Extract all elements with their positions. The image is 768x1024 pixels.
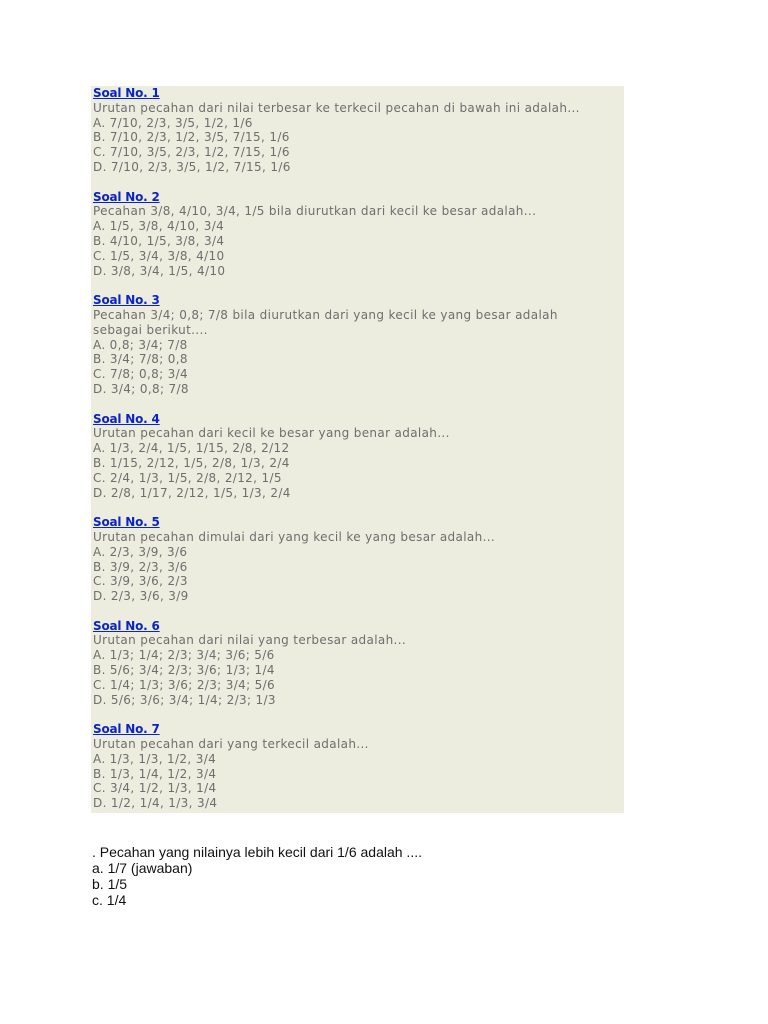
extra-question-text: . Pecahan yang nilainya lebih kecil dari 1/6 adalah .... (92, 844, 422, 860)
option-b: B. 3/9, 2/3, 3/6 (93, 559, 188, 574)
option-d: D. 2/3, 3/6, 3/9 (93, 589, 189, 604)
option-a: A. 2/3, 3/9, 3/6 (93, 544, 188, 559)
option-d: D. 1/2, 1/4, 1/3, 3/4 (93, 796, 218, 811)
option-b: B. 3/4; 7/8; 0,8 (93, 352, 188, 367)
option-c: C. 1/5, 3/4, 3/8, 4/10 (93, 248, 225, 263)
option-a: A. 7/10, 2/3, 3/5, 1/2, 1/6 (93, 115, 253, 130)
question-text: Urutan pecahan dimulai dari yang kecil ke yang besar adalah... (93, 529, 496, 544)
extra-question (92, 844, 592, 908)
option-c: C. 7/8; 0,8; 3/4 (93, 367, 189, 382)
option-b: B. 7/10, 2/3, 1/2, 3/5, 7/15, 1/6 (93, 130, 290, 145)
question-title-link[interactable]: Soal No. 3 (93, 293, 160, 308)
question-6 (93, 619, 624, 708)
option-c: C. 3/4, 1/2, 1/3, 1/4 (93, 781, 217, 796)
option-d: D. 7/10, 2/3, 3/5, 1/2, 7/15, 1/6 (93, 159, 291, 174)
question-text: Urutan pecahan dari yang terkecil adalah... (93, 737, 369, 752)
option-a: A. 0,8; 3/4; 7/8 (93, 337, 188, 352)
option-a: A. 1/3, 1/3, 1/2, 3/4 (93, 751, 217, 766)
question-title-link[interactable]: Soal No. 7 (93, 722, 160, 737)
option-b: B. 5/6; 3/4; 2/3; 3/6; 1/3; 1/4 (93, 663, 275, 678)
extra-option-b: b. 1/5 (92, 876, 128, 892)
option-d: D. 3/8, 3/4, 1/5, 4/10 (93, 263, 226, 278)
question-title-link[interactable]: Soal No. 5 (93, 515, 160, 530)
option-a: A. 1/5, 3/8, 4/10, 3/4 (93, 219, 225, 234)
spacer (93, 707, 624, 722)
option-d: D. 3/4; 0,8; 7/8 (93, 381, 189, 396)
quiz-panel (91, 86, 624, 813)
question-text: Urutan pecahan dari nilai terbesar ke terkecil pecahan di bawah ini adalah... (93, 100, 580, 115)
question-title-link[interactable]: Soal No. 1 (93, 86, 160, 100)
spacer (93, 500, 624, 515)
question-text: Pecahan 3/8, 4/10, 3/4, 1/5 bila diurutkan dari kecil ke besar adalah... (93, 204, 537, 219)
option-c: C. 1/4; 1/3; 3/6; 2/3; 3/4; 5/6 (93, 677, 276, 692)
spacer (93, 278, 624, 293)
question-2 (93, 190, 624, 279)
option-b: B. 4/10, 1/5, 3/8, 3/4 (93, 233, 225, 248)
spacer (93, 175, 624, 190)
question-text: Urutan pecahan dari nilai yang terbesar adalah... (93, 633, 407, 648)
option-a: A. 1/3, 2/4, 1/5, 1/15, 2/8, 2/12 (93, 441, 290, 456)
spacer (93, 397, 624, 412)
spacer (93, 604, 624, 619)
question-title-link[interactable]: Soal No. 6 (93, 618, 160, 633)
option-a: A. 1/3; 1/4; 2/3; 3/4; 3/6; 5/6 (93, 648, 275, 663)
option-d: D. 5/6; 3/6; 3/4; 1/4; 2/3; 1/3 (93, 692, 276, 707)
question-1 (93, 86, 624, 175)
question-text: Urutan pecahan dari kecil ke besar yang benar adalah... (93, 426, 450, 441)
question-title-link[interactable]: Soal No. 2 (93, 189, 160, 204)
question-5 (93, 515, 624, 604)
question-4 (93, 412, 624, 501)
option-b: B. 1/3, 1/4, 1/2, 3/4 (93, 766, 217, 781)
extra-option-c: c. 1/4 (92, 892, 127, 908)
question-text: Pecahan 3/4; 0,8; 7/8 bila diurutkan dari yang kecil ke yang besar adalah sebagai berikut.... (93, 307, 562, 337)
option-b: B. 1/15, 2/12, 1/5, 2/8, 1/3, 2/4 (93, 455, 290, 470)
option-c: C. 7/10, 3/5, 2/3, 1/2, 7/15, 1/6 (93, 145, 290, 160)
option-d: D. 2/8, 1/17, 2/12, 1/5, 1/3, 2/4 (93, 485, 291, 500)
question-title-link[interactable]: Soal No. 4 (93, 411, 160, 426)
option-c: C. 3/9, 3/6, 2/3 (93, 574, 188, 589)
extra-option-a: a. 1/7 (jawaban) (92, 860, 193, 876)
option-c: C. 2/4, 1/3, 1/5, 2/8, 2/12, 1/5 (93, 470, 282, 485)
question-3 (93, 293, 624, 397)
question-7 (93, 722, 624, 811)
